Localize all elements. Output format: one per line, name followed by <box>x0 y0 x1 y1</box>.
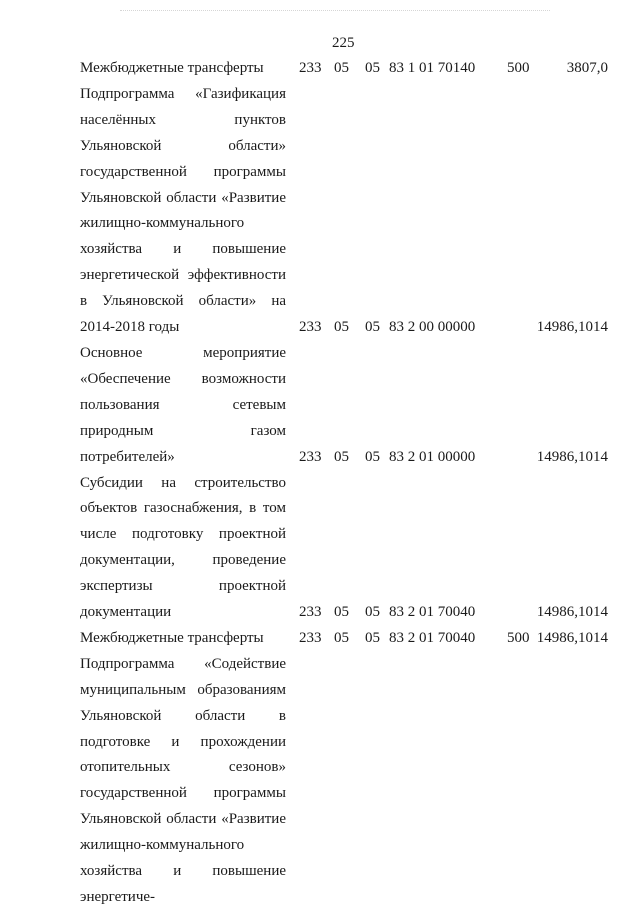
row-codes <box>286 626 608 652</box>
table-row <box>80 82 608 341</box>
section-code: 05 <box>334 448 349 465</box>
target-code: 83 1 01 70140 <box>389 60 476 77</box>
expense-type-code: 500 <box>507 60 530 77</box>
target-code: 83 2 01 00000 <box>389 448 476 465</box>
subsection-code: 05 <box>365 629 380 646</box>
row-name: Межбюджетные трансферты <box>80 60 264 76</box>
budget-table <box>80 56 608 911</box>
row-codes <box>286 885 608 911</box>
row-name: Подпрограмма «Газификация населённых пунктов Ульяновской области» государственной программы Ульяновской области «Развитие жилищно-коммунального хозяйства и повышение энергетической эффективности в Ульяновской области» на 2014-2018 годы <box>80 85 286 336</box>
ministry-code: 233 <box>299 604 322 621</box>
row-name: Основное мероприятие «Обеспечение возможности пользования сетевым природным газом потребителей» <box>80 344 286 465</box>
row-name: Субсидии на строительство объектов газоснабжения, в том числе подготовку проектной документации, проведение экспертизы проектной документации <box>80 474 286 621</box>
amount: 3807,0 <box>566 60 608 77</box>
subsection-code: 05 <box>365 60 380 77</box>
target-code: 83 2 01 70040 <box>389 629 476 646</box>
page-number: 225 <box>332 35 355 51</box>
subsection-code: 05 <box>365 448 380 465</box>
subsection-code: 05 <box>365 319 380 336</box>
section-code: 05 <box>334 604 349 621</box>
amount: 14986,1014 <box>536 604 608 621</box>
ministry-code: 233 <box>299 319 322 336</box>
target-code: 83 2 01 70040 <box>389 604 476 621</box>
row-codes <box>286 600 608 626</box>
row-name: Подпрограмма «Содействие муниципальным образованиям Ульяновской области в подготовке и прохождении отопительных сезонов» государственной программы Ульяновской области «Развитие жилищно-коммунального хозяйства и повышение энергетиче- <box>80 655 286 905</box>
ministry-code: 233 <box>299 60 322 77</box>
target-code: 83 2 00 00000 <box>389 319 476 336</box>
table-row <box>80 56 608 82</box>
scan-artifact <box>120 10 550 15</box>
section-code: 05 <box>334 319 349 336</box>
amount: 14986,1014 <box>536 629 608 646</box>
table-row <box>80 341 608 471</box>
row-name: Межбюджетные трансферты <box>80 629 264 646</box>
table-row <box>80 626 608 652</box>
row-codes <box>286 56 608 82</box>
ministry-code: 233 <box>299 629 322 646</box>
table-row <box>80 471 608 626</box>
amount: 14986,1014 <box>536 448 608 465</box>
expense-type-code: 500 <box>507 629 530 646</box>
section-code: 05 <box>334 60 349 77</box>
section-code: 05 <box>334 629 349 646</box>
subsection-code: 05 <box>365 604 380 621</box>
ministry-code: 233 <box>299 448 322 465</box>
table-row <box>80 652 608 911</box>
amount: 14986,1014 <box>536 319 608 336</box>
row-codes <box>286 315 608 341</box>
row-codes <box>286 445 608 471</box>
